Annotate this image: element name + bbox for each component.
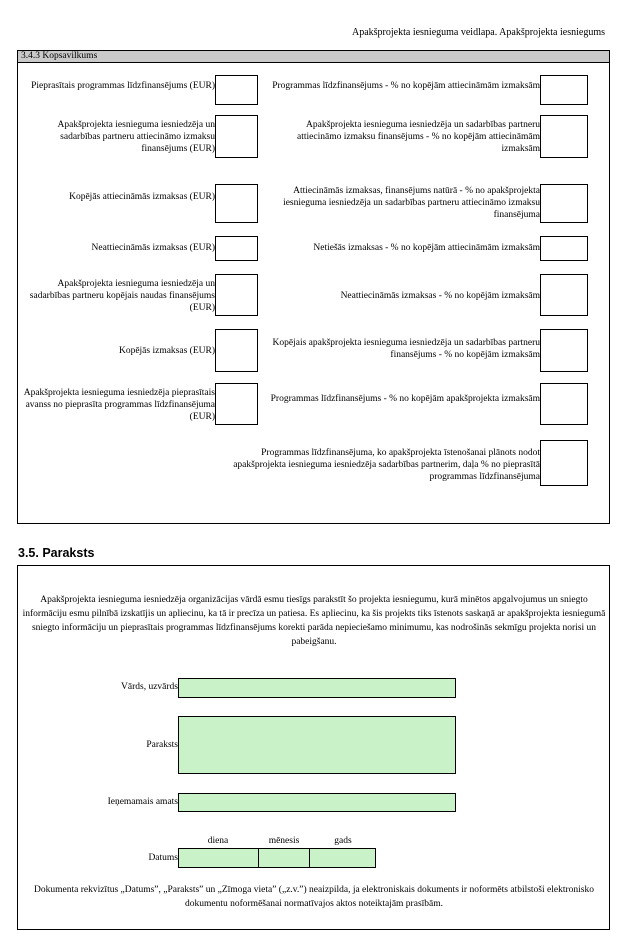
day-label: diena	[207, 836, 229, 846]
summary-left-input[interactable]	[215, 274, 258, 316]
summary-left-input[interactable]	[215, 184, 258, 223]
summary-left-input[interactable]	[215, 236, 258, 261]
signature-title: 3.5. Paraksts	[18, 546, 95, 560]
summary-right-label: Attiecināmās izmaksas, finansējums natūrā - % no apakšprojekta iesnieguma iesniedzēja un sadarbības partneru attiecināmo izmaksu finansējuma	[283, 186, 540, 220]
summary-right-label: Neattiecināmās izmaksas - % no kopējām izmaksām	[340, 291, 540, 301]
summary-left-label: Neattiecināmās izmaksas (EUR)	[91, 243, 215, 253]
position-label: Ieņemamais amats	[107, 797, 178, 807]
summary-right-input[interactable]	[540, 440, 588, 486]
summary-right-input[interactable]	[540, 274, 588, 316]
summary-left-input[interactable]	[215, 383, 258, 425]
date-year-field[interactable]	[309, 848, 376, 868]
signature-note: Dokumenta rekvizītus „Datums”, „Paraksts” un „Zīmoga vieta” („z.v.”) neaizpilda, ja elektroniskais dokuments ir noformēts atbilstoši elektronisko dokumentu noformēšanai normatīvajos aktos noteiktajām prasībām.	[34, 885, 594, 909]
year-label: gads	[334, 836, 352, 846]
name-label: Vārds, uzvārds	[121, 682, 178, 692]
summary-right-label: Apakšprojekta iesnieguma iesniedzēja un sadarbības partneru attiecināmo izmaksu finansējums - % no kopējām attiecināmām izmaksām	[297, 120, 540, 154]
date-day-field[interactable]	[178, 848, 259, 868]
summary-right-input[interactable]	[540, 236, 588, 261]
date-label: Datums	[148, 853, 178, 863]
summary-right-input[interactable]	[540, 184, 588, 223]
summary-right-label: Programmas līdzfinansējums - % no kopējām attiecināmām izmaksām	[272, 81, 540, 91]
summary-left-label: Apakšprojekta iesnieguma iesniedzēja un sadarbības partneru kopējais naudas finansējums (EUR)	[29, 279, 215, 313]
summary-left-label: Apakšprojekta iesnieguma iesniedzēja un sadarbības partneru attiecināmo izmaksu finansējums (EUR)	[57, 120, 215, 154]
summary-right-label: Netiešās izmaksas - % no kopējām attiecināmām izmaksām	[313, 243, 540, 253]
signature-label: Paraksts	[146, 740, 178, 750]
position-field[interactable]	[178, 793, 456, 812]
summary-left-label: Apakšprojekta iesnieguma iesniedzēja pieprasītais avanss no pieprasīta programmas līdzfinansējuma (EUR)	[23, 388, 215, 422]
summary-right-label: Programmas līdzfinansējums - % no kopējām apakšprojekta izmaksām	[270, 394, 540, 404]
summary-left-label: Kopējās izmaksas (EUR)	[118, 346, 215, 356]
declaration-text: Apakšprojekta iesnieguma iesniedzēja organizācijas vārdā esmu tiesīgs parakstīt šo projekta iesniegumu, kurā minētos apgalvojumus un sniegto informāciju esmu pilnībā izskatījis un apliecinu, ka tā ir precīza un patiesa. Es apliecinu, ka šis projekts tiks īstenots saskaņā ar apakšprojekta iesniegumā sniegto informāciju un pieprasītais programmas līdzfinansējums korekti parāda nepieciešamo minimumu, kas nodrošinās sekmīgu projekta norisi un pabeigšanu.	[22, 595, 606, 647]
summary-right-label: Programmas līdzfinansējuma, ko apakšprojekta īstenošanai plānots nodot apakšprojekta iesnieguma iesniedzēja sadarbības partnerim, daļa % no pieprasītā programmas līdzfinansējuma	[233, 448, 540, 482]
date-month-field[interactable]	[258, 848, 310, 868]
name-field[interactable]	[178, 678, 456, 698]
summary-title: 3.4.3 Kopsavilkums	[17, 50, 610, 63]
summary-left-input[interactable]	[215, 75, 258, 105]
summary-right-input[interactable]	[540, 329, 588, 372]
month-label: mēnesis	[268, 836, 300, 846]
summary-right-input[interactable]	[540, 115, 588, 158]
summary-left-input[interactable]	[215, 115, 258, 158]
page-header: Apakšprojekta iesnieguma veidlapa. Apakšprojekta iesniegums	[352, 27, 605, 38]
summary-right-input[interactable]	[540, 383, 588, 425]
summary-right-label: Kopējais apakšprojekta iesnieguma iesniedzēja un sadarbības partneru finansējums - % no kopējām izmaksām	[272, 338, 540, 360]
signature-field[interactable]	[178, 716, 456, 774]
summary-left-label: Kopējās attiecināmās izmaksas (EUR)	[69, 192, 215, 202]
summary-right-input[interactable]	[540, 75, 588, 105]
summary-left-input[interactable]	[215, 329, 258, 372]
summary-left-label: Pieprasītais programmas līdzfinansējums (EUR)	[31, 81, 215, 91]
